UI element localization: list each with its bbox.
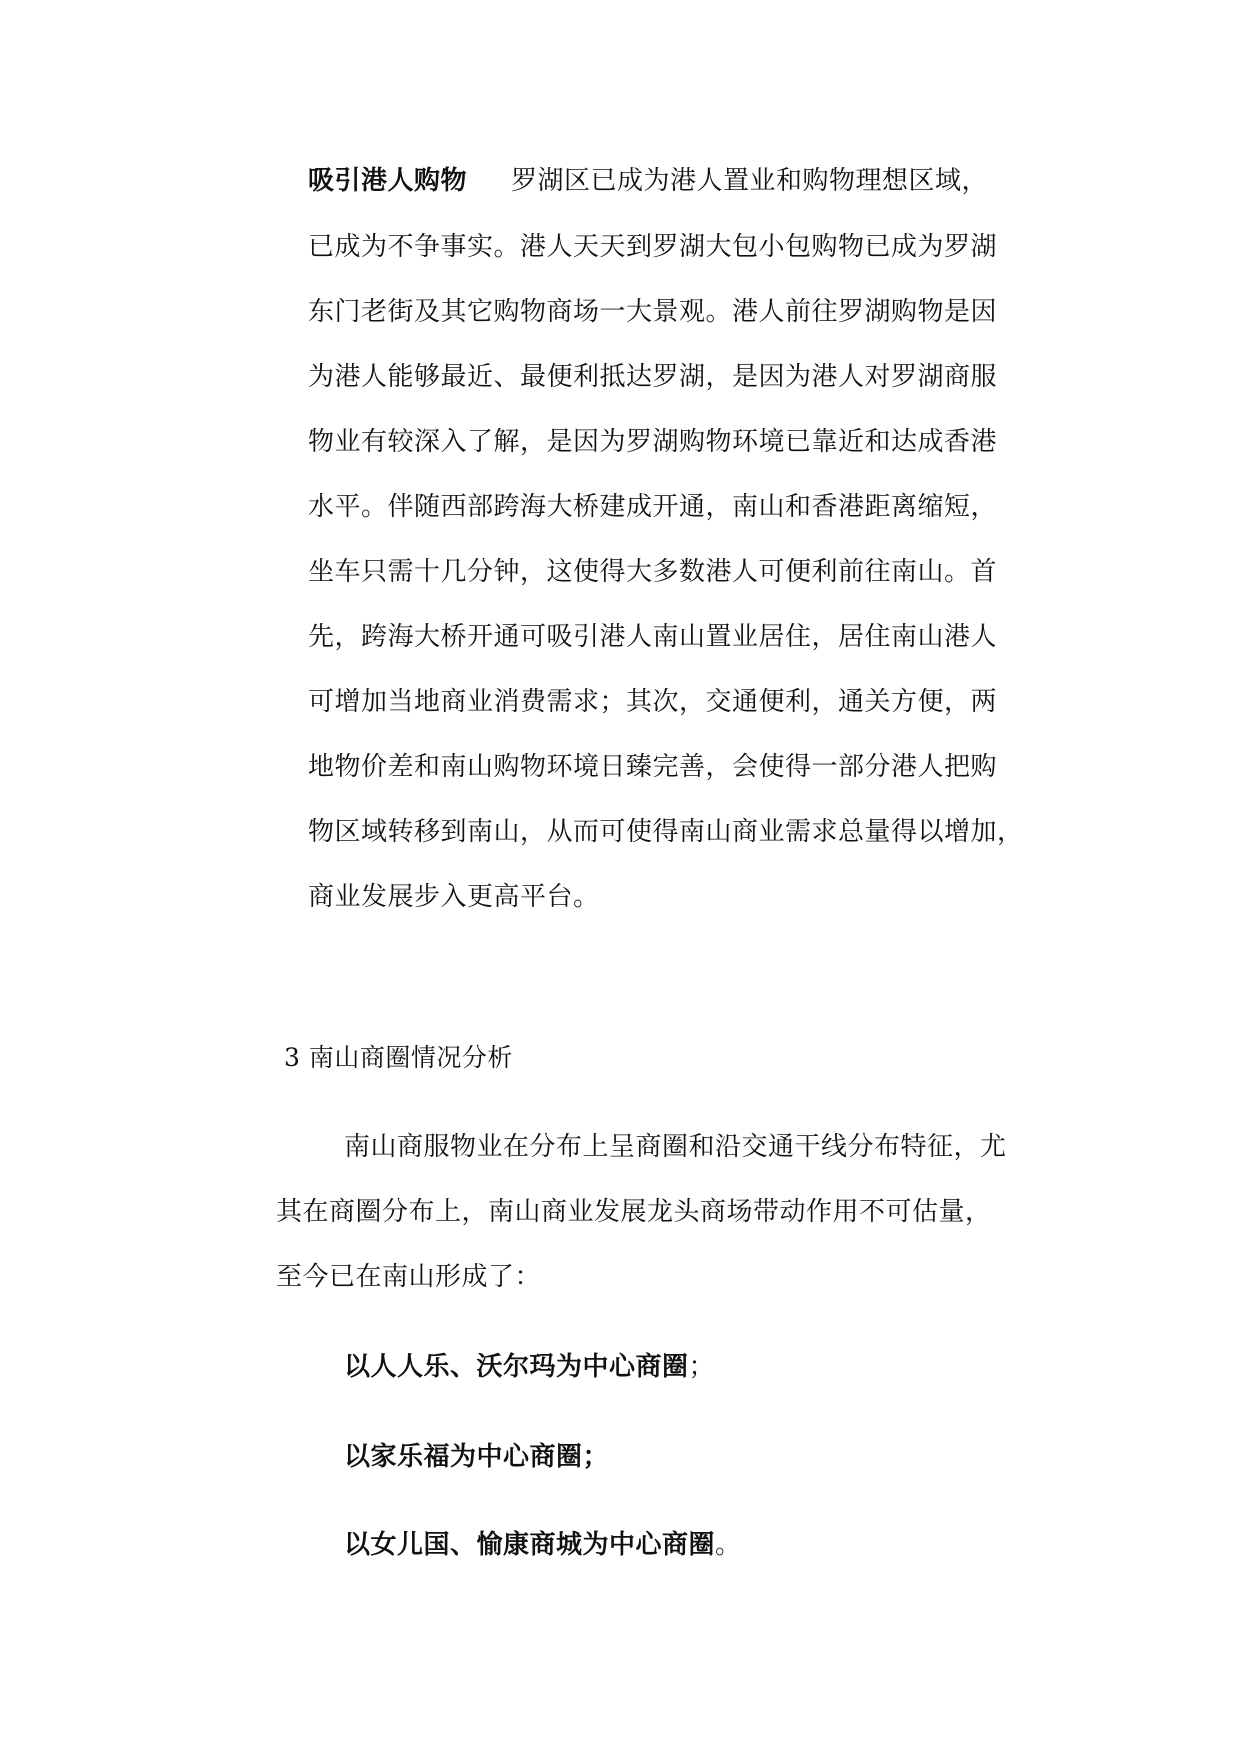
list-item: [344, 1530, 742, 1560]
list-item-text: 以女儿国、愉康商城为中心商圈: [344, 1530, 716, 1560]
paragraph-1-line-1: [308, 166, 988, 196]
paragraph-1-line-5: 物业有较深入了解，是因为罗湖购物环境已靠近和达成香港: [308, 427, 998, 457]
paragraph-1-line-8: 先，跨海大桥开通可吸引港人南山置业居住，居住南山港人: [308, 622, 998, 652]
list-item: [344, 1352, 715, 1382]
paragraph-1-line-9: 可增加当地商业消费需求；其次，交通便利，通关方便，两: [308, 687, 998, 717]
list-item-text: 以人人乐、沃尔玛为中心商圈: [344, 1352, 689, 1382]
paragraph-1-line-4: 为港人能够最近、最便利抵达罗湖，是因为港人对罗湖商服: [308, 362, 998, 392]
list-item-punct: ；: [688, 1352, 716, 1382]
section-3-title: 3 南山商圈情况分析: [284, 1043, 513, 1072]
section-3-line-3: 至今已在南山形成了：: [276, 1262, 542, 1292]
list-item: [344, 1442, 609, 1472]
list-item-text: 以家乐福为中心商圈；: [344, 1442, 610, 1472]
paragraph-1-text: 罗湖区已成为港人置业和购物理想区域，: [511, 166, 989, 196]
paragraph-1-line-10: 地物价差和南山购物环境日臻完善，会使得一部分港人把购: [308, 752, 998, 782]
paragraph-1-line-12: 商业发展步入更高平台。: [308, 882, 600, 912]
paragraph-1-lead: 吸引港人购物: [308, 166, 468, 196]
section-3-line-2: 其在商圈分布上，南山商业发展龙头商场带动作用不可估量，: [276, 1197, 992, 1227]
list-item-punct: 。: [715, 1530, 742, 1560]
paragraph-1-line-6: 水平。伴随西部跨海大桥建成开通，南山和香港距离缩短，: [308, 492, 998, 522]
paragraph-1-line-11: 物区域转移到南山，从而可使得南山商业需求总量得以增加，: [308, 817, 1024, 847]
paragraph-1-line-2: 已成为不争事实。港人天天到罗湖大包小包购物已成为罗湖: [308, 232, 998, 262]
section-3-line-1: 南山商服物业在分布上呈商圈和沿交通干线分布特征，尤: [344, 1132, 1007, 1162]
paragraph-1-line-3: 东门老街及其它购物商场一大景观。港人前往罗湖购物是因: [308, 297, 998, 327]
paragraph-1-line-7: 坐车只需十几分钟，这使得大多数港人可便利前往南山。首: [308, 557, 998, 587]
